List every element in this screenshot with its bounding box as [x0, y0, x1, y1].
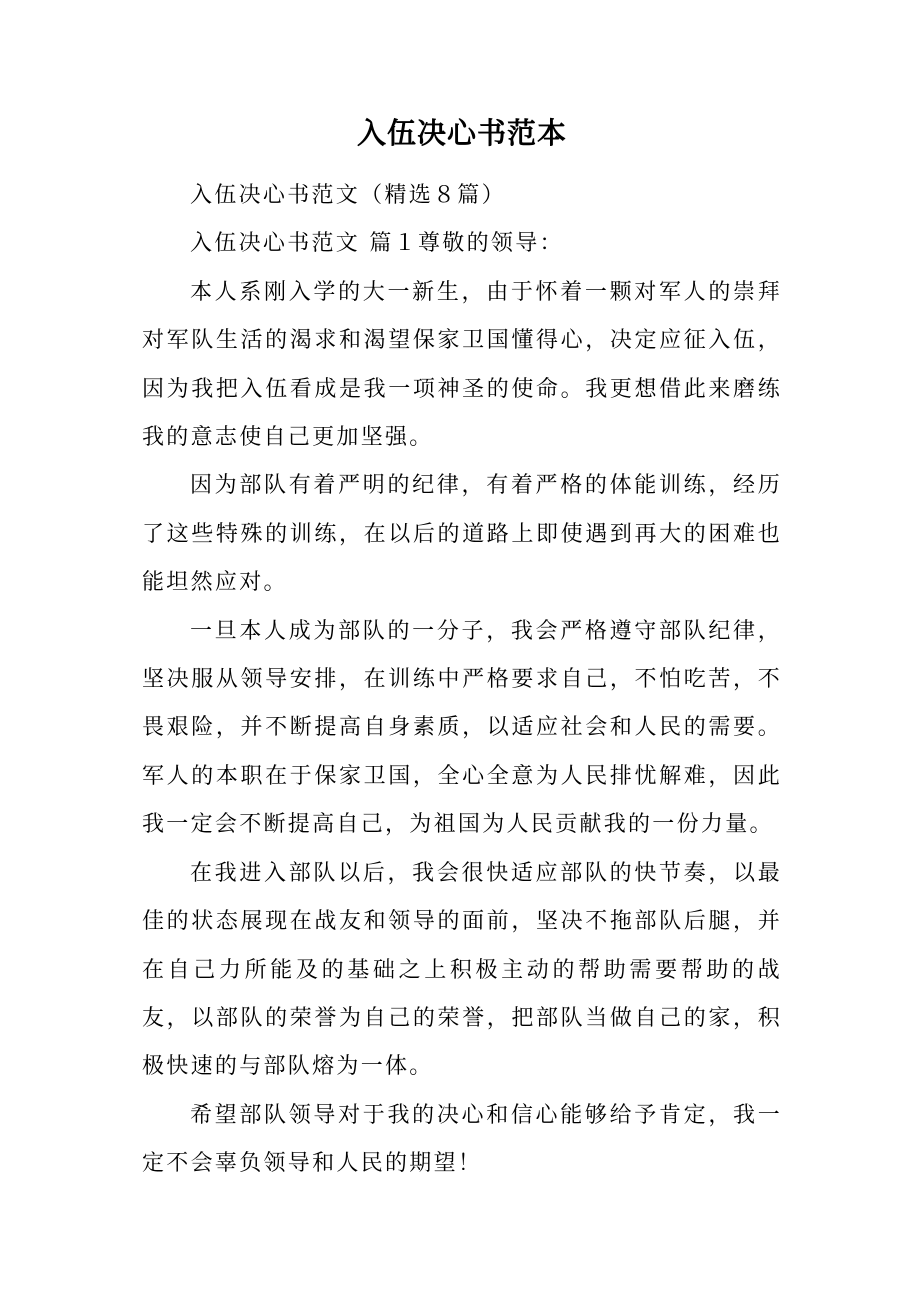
body-paragraph: 一旦本人成为部队的一分子，我会严格遵守部队纪律，坚决服从领导安排，在训练中严格要求自己，不怕吃苦，不畏艰险，并不断提高自身素质，以适应社会和人民的需要。军人的本职在于保家卫国，全心全意为人民排忧解难，因此我一定会不断提高自己，为祖国为人民贡献我的一份力量。: [142, 618, 782, 838]
body-paragraph: 本人系刚入学的大一新生，由于怀着一颗对军人的崇拜对军队生活的渴求和渴望保家卫国懂得心，决定应征入伍，因为我把入伍看成是我一项神圣的使命。我更想借此来磨练我的意志使自己更加坚强。: [142, 279, 782, 451]
body-paragraph: 因为部队有着严明的纪律，有着严格的体能训练，经历了这些特殊的训练，在以后的道路上即使遇到再大的困难也能坦然应对。: [142, 473, 782, 596]
document-title: 入伍决心书范本: [356, 116, 567, 150]
body-paragraph: 在我进入部队以后，我会很快适应部队的快节奏，以最佳的状态展现在战友和领导的面前，坚决不拖部队后腿，并在自己力所能及的基础之上积极主动的帮助需要帮助的战友，以部队的荣誉为自己的荣誉，把部队当做自己的家，积极快速的与部队熔为一体。: [142, 860, 782, 1080]
document-subtitle: 入伍决心书范文（精选８篇）: [190, 183, 506, 208]
body-paragraph: 希望部队领导对于我的决心和信心能够给予肯定，我一定不会辜负领导和人民的期望！: [142, 1102, 782, 1177]
section-heading: 入伍决心书范文 篇１尊敬的领导：: [190, 231, 564, 257]
